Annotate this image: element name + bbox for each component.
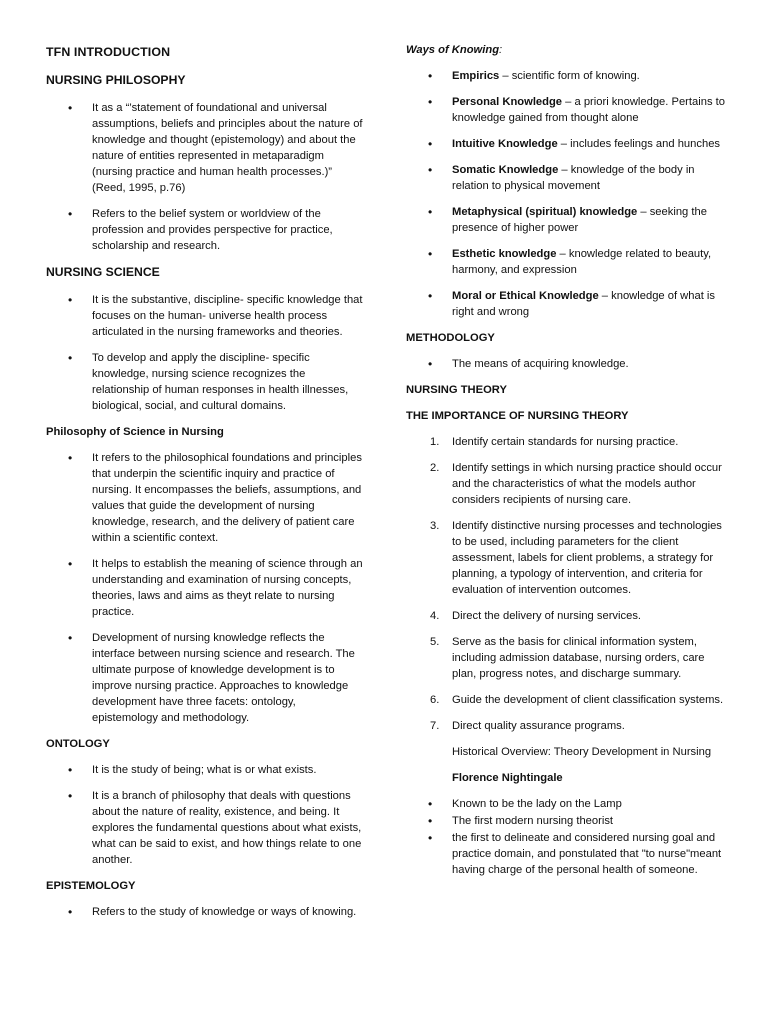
heading-importance-of-nursing-theory: THE IMPORTANCE OF NURSING THEORY <box>406 410 629 422</box>
list-item: • To develop and apply the discipline- specific knowledge, nursing science recognizes the relationship of human responses in health illnesses, biological, social, and cultural domains. <box>46 350 364 414</box>
heading-ways-of-knowing-text: Ways of Knowing <box>406 44 500 56</box>
definition: – scientific form of knowing. <box>499 70 640 82</box>
heading-philosophy-of-science: Philosophy of Science in Nursing <box>46 426 224 438</box>
definition: – a priori knowledge. Pertains to knowledge gained from thought alone <box>452 96 725 124</box>
heading-epistemology: EPISTEMOLOGY <box>46 880 136 892</box>
ways-of-knowing-list <box>406 68 730 320</box>
item-text: Identify distinctive nursing processes and technologies to be used, including parameters for the client assessment, labels for client problems, a strategy for planning, a typology of intervention, and criteria for evaluation of intervention outcomes. <box>452 520 722 596</box>
numbered-item <box>406 460 730 508</box>
historical-overview: Historical Overview: Theory Development in Nursing <box>452 746 712 758</box>
list-item: • It refers to the philosophical foundations and principles that underpin the scientific inquiry and practice of nursing. It encompasses the beliefs, assumptions, and values that guide the development of nursing knowledge, research, and the delivery of patient care within a scientific context. <box>46 450 364 546</box>
definition: – knowledge related to beauty, harmony, and expression <box>452 248 712 276</box>
list-item: • It as a “’statement of foundational and universal assumptions, beliefs and principles about the nature of knowledge and thought (epistemology) and about the nature of entities represented in metaparadigm (nursing practice and human health processes.)” (Reed, 1995, p.76) <box>46 100 364 196</box>
definition: – knowledge of the body in relation to physical movement <box>452 164 695 192</box>
heading-nursing-theory: NURSING THEORY <box>406 384 507 396</box>
list-item: • It helps to establish the meaning of science through an understanding and examination of nursing concepts, theories, laws and aims as theyt relate to nursing practice. <box>46 556 364 620</box>
term: Intuitive Knowledge <box>452 138 558 150</box>
heading-nursing-science: NURSING SCIENCE <box>46 265 160 279</box>
list-item: • It is the study of being; what is or what exists. <box>46 762 364 778</box>
epistemology-list <box>46 904 364 920</box>
numbered-item <box>406 434 730 450</box>
item-text: Direct the delivery of nursing services. <box>452 610 642 622</box>
term: Metaphysical (spiritual) knowledge <box>452 206 638 218</box>
item-number: 5. <box>430 636 440 648</box>
nightingale-list <box>406 796 730 878</box>
numbered-item <box>406 718 730 734</box>
numbered-item <box>406 692 730 708</box>
numbered-item <box>406 518 730 598</box>
numbered-item <box>406 608 730 624</box>
definition: – knowledge of what is right and wrong <box>452 290 715 318</box>
item-text: Serve as the basis for clinical information system, including admission database, nursing orders, care plan, progress notes, and discharge summary. <box>452 636 705 680</box>
list-item: • the first to delineate and considered nursing goal and practice domain, and ponstulated that "to nurse"meant having charge of the personal health of someone. <box>406 830 730 878</box>
item-number: 4. <box>430 610 440 622</box>
heading-ways-of-knowing <box>406 42 730 58</box>
nursing-philosophy-list <box>46 100 364 254</box>
numbered-item <box>406 634 730 682</box>
definition: – seeking the presence of higher power <box>452 206 707 234</box>
item-text: Direct quality assurance programs. <box>452 720 625 732</box>
list-item: • The first modern nursing theorist <box>406 813 730 829</box>
philosophy-of-science-list <box>46 450 364 726</box>
definition: – includes feelings and hunches <box>557 138 721 150</box>
list-item <box>406 288 730 320</box>
term: Esthetic knowledge <box>452 248 557 260</box>
list-item: • It is the substantive, discipline- specific knowledge that focuses on the human- universe health process articulated in the nursing frameworks and theories. <box>46 292 364 340</box>
heading-nursing-philosophy: NURSING PHILOSOPHY <box>46 73 186 87</box>
list-item <box>406 94 730 126</box>
item-text: Identify settings in which nursing practice should occur and the characteristics of what the models author considers recipients of nursing care. <box>452 462 722 506</box>
item-number: 3. <box>430 520 440 532</box>
nursing-science-list <box>46 292 364 414</box>
item-number: 7. <box>430 720 440 732</box>
list-item: • Development of nursing knowledge reflects the interface between nursing science and research. The ultimate purpose of knowledge development is to improve nursing practice. Approaches to knowledge development have three facets: ontology, epistemology and methodology. <box>46 630 364 726</box>
term: Somatic Knowledge <box>452 164 559 176</box>
heading-methodology: METHODOLOGY <box>406 332 495 344</box>
list-item <box>406 204 730 236</box>
list-item: • Refers to the belief system or worldview of the profession and provides perspective for practice, scholarship and research. <box>46 206 364 254</box>
list-item: • The means of acquiring knowledge. <box>406 356 730 372</box>
item-number: 2. <box>430 462 440 474</box>
item-number: 6. <box>430 694 440 706</box>
item-number: 1. <box>430 436 440 448</box>
list-item: • Refers to the study of knowledge or ways of knowing. <box>46 904 364 920</box>
term: Moral or Ethical Knowledge <box>452 290 599 302</box>
list-item <box>406 246 730 278</box>
heading-ontology: ONTOLOGY <box>46 738 110 750</box>
item-text: Guide the development of client classification systems. <box>452 694 724 706</box>
list-item <box>406 162 730 194</box>
importance-list <box>406 434 730 734</box>
heading-colon: : <box>499 44 503 56</box>
list-item <box>406 136 730 152</box>
list-item <box>406 68 730 84</box>
right-column <box>406 40 730 888</box>
left-column <box>46 40 364 930</box>
list-item: • It is a branch of philosophy that deals with questions about the nature of reality, existence, and being. It explores the fundamental questions about what exists, what can be said to exist, and how things relate to one another. <box>46 788 364 868</box>
list-item: • Known to be the lady on the Lamp <box>406 796 730 812</box>
methodology-list <box>406 356 730 372</box>
term: Personal Knowledge <box>452 96 563 108</box>
document-title: TFN INTRODUCTION <box>46 45 171 59</box>
item-text: Identify certain standards for nursing practice. <box>452 436 679 448</box>
term: Empirics <box>452 70 500 82</box>
heading-florence-nightingale: Florence Nightingale <box>452 772 563 784</box>
ontology-list <box>46 762 364 868</box>
